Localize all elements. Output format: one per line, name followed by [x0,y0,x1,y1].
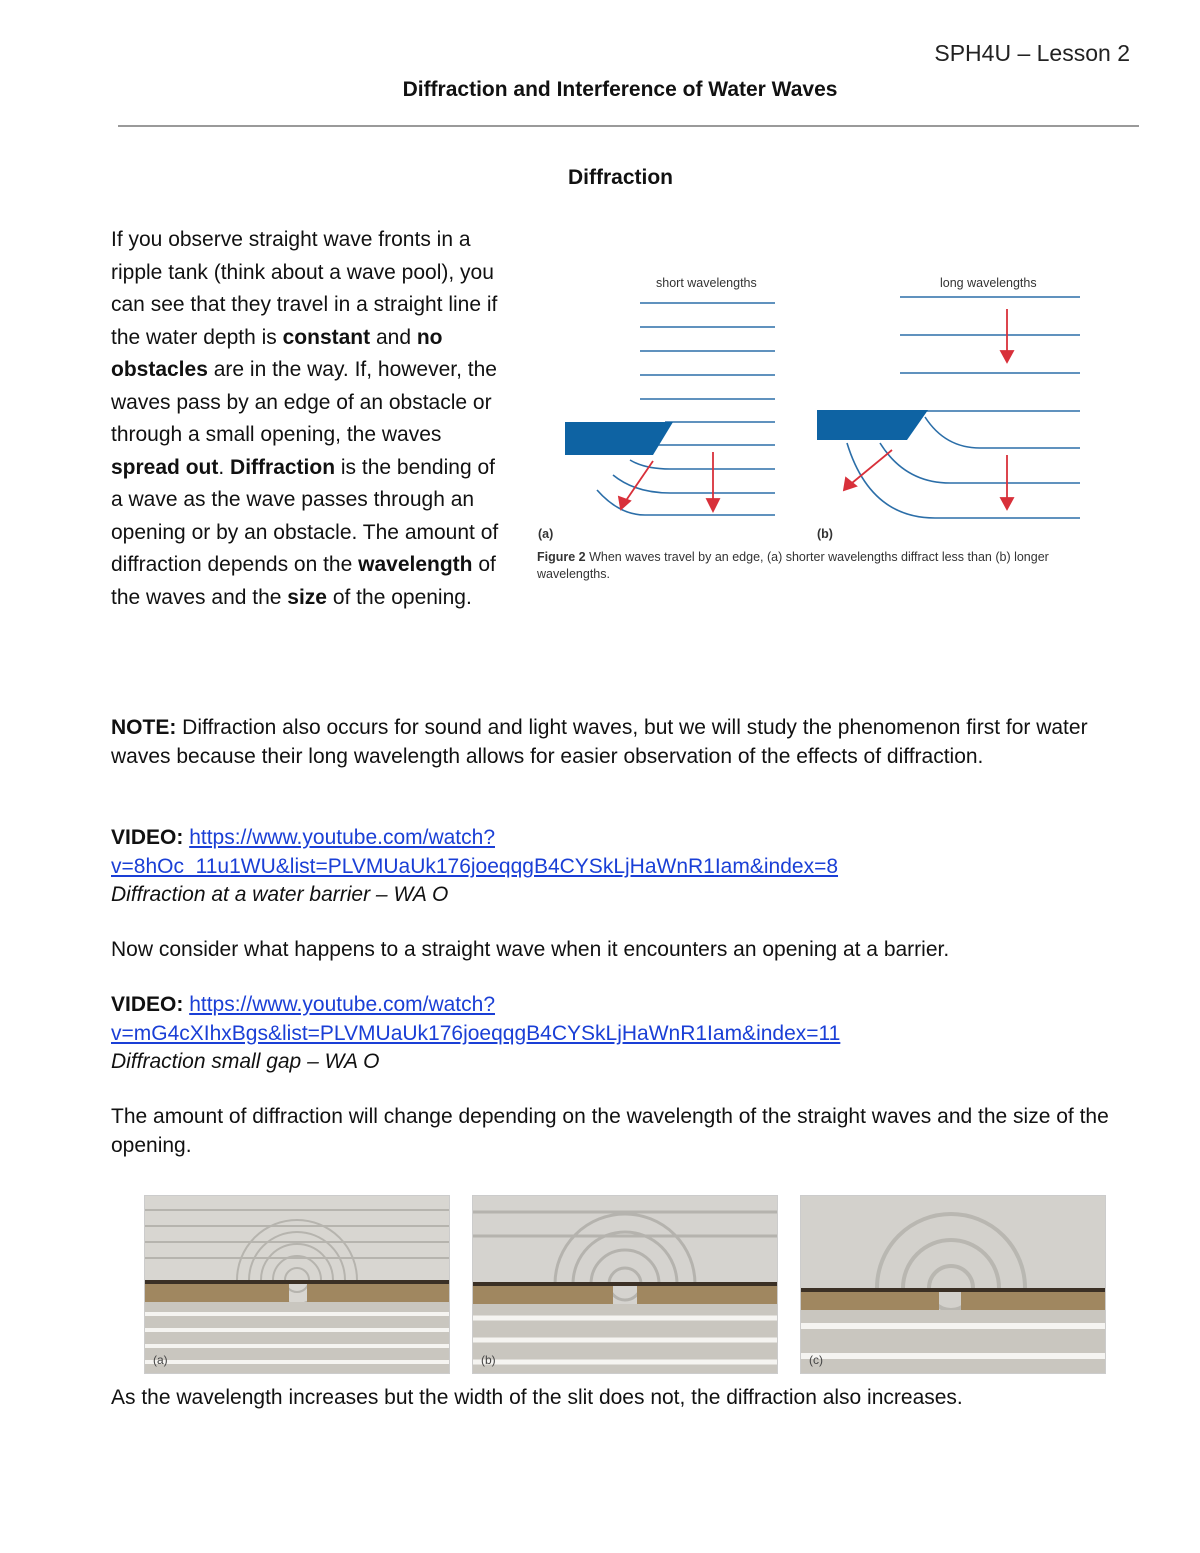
intro-text-2: and [370,325,417,349]
ripple-photo-a-image [145,1196,449,1373]
intro-bold-size: size [287,585,327,609]
figure-2 [535,265,1095,595]
ripple-photo-c-image [801,1196,1105,1373]
panel-b-waves [847,297,1080,518]
panel-a-waves [597,303,775,515]
intro-bold-diffraction: Diffraction [230,455,336,479]
figure-2-diagram [535,265,1095,545]
intro-bold-wavelength: wavelength [358,553,473,576]
video-1-caption: Diffraction at a water barrier – WA O [111,883,449,906]
video-1-link-line2[interactable]: v=8hOc_11u1WU&list=PLVMUaUk176joeqqgB4CYSkLjHaWnR1Iam&index=8 [111,854,839,878]
caption-lead: Figure 2 [537,550,586,564]
photo-a-label: (a) [153,1353,168,1367]
panel-a-barrier [565,422,673,455]
video-1-line2 [111,853,1131,882]
panel-b-label: (b) [817,527,833,541]
amount-paragraph: The amount of diffraction will change depending on the wavelength of the straight waves and the size of the opening. [111,1105,1109,1157]
intro-text-6: of the waves and the [111,553,496,609]
intro-bold-spread-out: spread out [111,455,219,479]
intro-text-5: is the bending of a wave as the wave passes through an opening or by an obstacle. The amount of diffraction depends on the [111,455,499,576]
title-divider [118,125,1139,127]
video-1-link-line1[interactable]: https://www.youtube.com/watch? [189,826,495,849]
consider-paragraph: Now consider what happens to a straight wave when it encounters an opening at a barrier. [111,938,950,961]
photo-b-label: (b) [481,1353,496,1367]
video-2-label: VIDEO: [111,993,184,1016]
video-2-block [111,991,1131,1077]
video-2-line2 [111,1020,1131,1049]
intro-text-4: . [218,455,231,479]
section-heading: Diffraction [568,166,673,189]
note-text: Diffraction also occurs for sound and light waves, but we will study the phenomenon first for water waves because their long wavelength allows for easier observation of the effects of diffraction. [111,716,1088,768]
ripple-photo-b [472,1195,778,1374]
intro-bold-constant: constant [282,325,371,349]
conclusion-paragraph: As the wavelength increases but the width of the slit does not, the diffraction also increases. [111,1386,963,1409]
figure-2-caption [537,549,1092,583]
ripple-photo-b-image [473,1196,777,1373]
course-label: SPH4U – Lesson 2 [934,40,1130,66]
caption-text: When waves travel by an edge, (a) shorter wavelengths diffract less than (b) longer wavelengths. [537,550,1049,581]
panel-a-arrows [619,452,719,511]
page-title: Diffraction and Interference of Water Waves [402,78,838,101]
intro-text-3: are in the way. If, however, the waves pass by an edge of an obstacle or through a small opening, the waves [111,358,497,446]
video-2-link-line2[interactable]: v=mG4cXIhxBgs&list=PLVMUaUk176joeqqgB4CYSkLjHaWnR1Iam&index=11 [111,1021,841,1045]
ripple-photo-a [144,1195,450,1374]
video-1-block [111,824,1131,910]
panel-b-barrier [817,410,928,440]
intro-paragraph [111,224,511,614]
ripple-photo-c [800,1195,1106,1374]
note-paragraph [111,714,1131,771]
intro-text-7: of the opening. [327,585,472,609]
label-short-wavelengths: short wavelengths [656,276,757,290]
video-1-label: VIDEO: [111,826,184,849]
note-label: NOTE: [111,716,177,739]
panel-a-label: (a) [538,527,554,541]
video-2-link-line1[interactable]: https://www.youtube.com/watch? [189,993,495,1016]
label-long-wavelengths: long wavelengths [940,276,1037,290]
intro-bold-no-obstacles: no obstacles [111,325,443,381]
photo-c-label: (c) [809,1353,823,1367]
video-2-line [111,991,1131,1020]
video-1-line [111,824,1131,853]
intro-text-1: If you observe straight wave fronts in a ripple tank (think about a wave pool), you can see that they travel in a straight line if the water depth is [111,228,498,349]
video-2-caption: Diffraction small gap – WA O [111,1050,380,1073]
panel-b-arrows [844,309,1013,509]
